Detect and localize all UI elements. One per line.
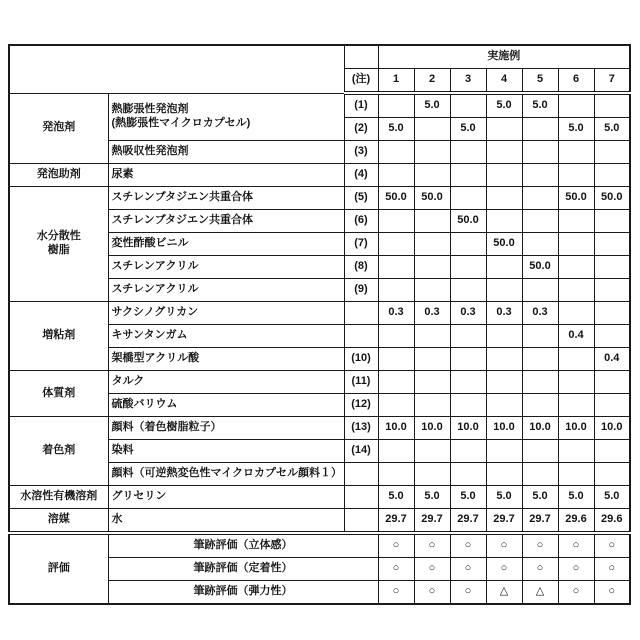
- value-cell: 29.7: [486, 509, 522, 534]
- item-cell: 水: [108, 509, 344, 534]
- value-cell: [378, 394, 414, 417]
- note-cell: (12): [344, 394, 378, 417]
- item-cell: 尿素: [108, 164, 344, 187]
- value-cell: 50.0: [378, 187, 414, 210]
- value-cell: 5.0: [378, 486, 414, 509]
- note-cell: [344, 486, 378, 509]
- value-cell: 0.3: [378, 302, 414, 325]
- value-cell: 10.0: [522, 417, 558, 440]
- item-cell: サクシノグリカン: [108, 302, 344, 325]
- value-cell: [522, 141, 558, 164]
- value-cell: [594, 463, 630, 486]
- item-cell: キサンタンガム: [108, 325, 344, 348]
- value-cell: 50.0: [450, 210, 486, 233]
- value-cell: 29.7: [450, 509, 486, 534]
- value-cell: 5.0: [558, 118, 594, 141]
- value-cell: [450, 141, 486, 164]
- value-cell: [414, 394, 450, 417]
- value-cell: [414, 348, 450, 371]
- value-cell: 10.0: [558, 417, 594, 440]
- value-cell: [522, 210, 558, 233]
- note-cell: (1): [344, 93, 378, 118]
- value-cell: [486, 371, 522, 394]
- value-cell: [378, 93, 414, 118]
- evaluation-result-cell: ○: [378, 558, 414, 581]
- note-cell: (6): [344, 210, 378, 233]
- value-cell: [522, 325, 558, 348]
- value-cell: [378, 463, 414, 486]
- example-number-2: 2: [414, 69, 450, 94]
- example-number-4: 4: [486, 69, 522, 94]
- value-cell: [486, 141, 522, 164]
- value-cell: [414, 279, 450, 302]
- note-cell: [344, 509, 378, 534]
- value-cell: [486, 279, 522, 302]
- value-cell: [450, 463, 486, 486]
- value-cell: 50.0: [558, 187, 594, 210]
- category-cell: 発泡剤: [9, 93, 108, 164]
- value-cell: [486, 164, 522, 187]
- value-cell: [378, 256, 414, 279]
- evaluation-result-cell: ○: [594, 581, 630, 605]
- category-cell: 水分散性 樹脂: [9, 187, 108, 302]
- value-cell: [594, 440, 630, 463]
- value-cell: [450, 93, 486, 118]
- evaluation-result-cell: ○: [594, 533, 630, 558]
- category-cell: 着色剤: [9, 417, 108, 486]
- value-cell: 29.7: [522, 509, 558, 534]
- table-row: [9, 164, 630, 187]
- value-cell: [414, 118, 450, 141]
- evaluation-label-cell: 筆跡評価（立体感）: [108, 533, 378, 558]
- value-cell: [594, 279, 630, 302]
- value-cell: [522, 233, 558, 256]
- value-cell: [450, 371, 486, 394]
- value-cell: 10.0: [486, 417, 522, 440]
- example-number-1: 1: [378, 69, 414, 94]
- evaluation-result-cell: ○: [450, 533, 486, 558]
- value-cell: [558, 233, 594, 256]
- value-cell: [522, 463, 558, 486]
- note-cell: (3): [344, 141, 378, 164]
- note-cell: [344, 463, 378, 486]
- value-cell: [558, 463, 594, 486]
- value-cell: [414, 164, 450, 187]
- value-cell: [558, 164, 594, 187]
- value-cell: [378, 210, 414, 233]
- value-cell: [558, 302, 594, 325]
- value-cell: [486, 440, 522, 463]
- value-cell: [594, 302, 630, 325]
- category-cell: 評価: [9, 533, 108, 604]
- evaluation-result-cell: ○: [450, 581, 486, 605]
- value-cell: [378, 141, 414, 164]
- value-cell: [378, 233, 414, 256]
- value-cell: 0.3: [522, 302, 558, 325]
- item-cell: 顔料（可逆熱変色性マイクロカプセル顔料１）: [108, 463, 344, 486]
- value-cell: [486, 463, 522, 486]
- value-cell: 5.0: [450, 118, 486, 141]
- value-cell: 50.0: [522, 256, 558, 279]
- item-cell: 染料: [108, 440, 344, 463]
- value-cell: [486, 118, 522, 141]
- evaluation-result-cell: ○: [522, 533, 558, 558]
- value-cell: [522, 164, 558, 187]
- value-cell: 5.0: [450, 486, 486, 509]
- value-cell: [450, 440, 486, 463]
- value-cell: [522, 440, 558, 463]
- value-cell: [414, 210, 450, 233]
- value-cell: [378, 279, 414, 302]
- note-header-spacer: [344, 45, 378, 69]
- value-cell: [522, 187, 558, 210]
- value-cell: 10.0: [594, 417, 630, 440]
- value-cell: 0.3: [450, 302, 486, 325]
- category-cell: 溶媒: [9, 509, 108, 534]
- value-cell: [486, 394, 522, 417]
- value-cell: [522, 279, 558, 302]
- evaluation-label-cell: 筆跡評価（弾力性）: [108, 581, 378, 605]
- evaluation-result-cell: ○: [558, 558, 594, 581]
- value-cell: [486, 348, 522, 371]
- item-cell: スチレンアクリル: [108, 256, 344, 279]
- header-row-examples: [9, 45, 630, 69]
- category-cell: 体質剤: [9, 371, 108, 417]
- category-cell: 増粘剤: [9, 302, 108, 371]
- evaluation-result-cell: ○: [450, 558, 486, 581]
- value-cell: [486, 325, 522, 348]
- value-cell: [594, 371, 630, 394]
- value-cell: 5.0: [378, 118, 414, 141]
- value-cell: [558, 141, 594, 164]
- evaluation-result-cell: △: [486, 581, 522, 605]
- value-cell: 0.3: [414, 302, 450, 325]
- table-row: [9, 417, 630, 440]
- value-cell: [558, 93, 594, 118]
- value-cell: [414, 233, 450, 256]
- value-cell: 5.0: [522, 93, 558, 118]
- evaluation-result-cell: ○: [414, 533, 450, 558]
- note-cell: [344, 325, 378, 348]
- table-row: [9, 371, 630, 394]
- note-cell: (4): [344, 164, 378, 187]
- value-cell: 50.0: [594, 187, 630, 210]
- value-cell: [594, 93, 630, 118]
- value-cell: [594, 141, 630, 164]
- table-row: [9, 486, 630, 509]
- value-cell: 29.7: [378, 509, 414, 534]
- corner-cell: [9, 45, 344, 93]
- value-cell: 10.0: [414, 417, 450, 440]
- evaluation-result-cell: ○: [414, 558, 450, 581]
- value-cell: [378, 164, 414, 187]
- value-cell: [522, 394, 558, 417]
- note-cell: [344, 302, 378, 325]
- value-cell: [558, 348, 594, 371]
- evaluation-result-cell: ○: [486, 558, 522, 581]
- example-number-7: 7: [594, 69, 630, 94]
- evaluation-result-cell: ○: [378, 533, 414, 558]
- value-cell: [414, 371, 450, 394]
- table-row: [9, 509, 630, 534]
- value-cell: 5.0: [486, 486, 522, 509]
- table-row: [9, 302, 630, 325]
- value-cell: [558, 210, 594, 233]
- note-cell: (2): [344, 118, 378, 141]
- value-cell: [450, 256, 486, 279]
- item-cell: スチレンアクリル: [108, 279, 344, 302]
- item-cell: 硫酸バリウム: [108, 394, 344, 417]
- value-cell: 29.6: [558, 509, 594, 534]
- value-cell: 10.0: [378, 417, 414, 440]
- value-cell: 5.0: [558, 486, 594, 509]
- item-cell: スチレンブタジエン共重合体: [108, 210, 344, 233]
- value-cell: [486, 187, 522, 210]
- example-number-3: 3: [450, 69, 486, 94]
- value-cell: [414, 256, 450, 279]
- value-cell: [450, 233, 486, 256]
- value-cell: [450, 348, 486, 371]
- value-cell: [522, 118, 558, 141]
- item-cell: 熱膨張性発泡剤 (熱膨張性マイクロカプセル): [108, 93, 344, 141]
- item-cell: 顔料（着色樹脂粒子）: [108, 417, 344, 440]
- value-cell: [450, 325, 486, 348]
- composition-table: [8, 44, 631, 605]
- value-cell: 29.7: [414, 509, 450, 534]
- note-cell: (13): [344, 417, 378, 440]
- value-cell: [558, 279, 594, 302]
- value-cell: [378, 348, 414, 371]
- evaluation-result-cell: ○: [522, 558, 558, 581]
- example-number-6: 6: [558, 69, 594, 94]
- value-cell: [486, 210, 522, 233]
- value-cell: [594, 164, 630, 187]
- value-cell: 0.3: [486, 302, 522, 325]
- note-header: (注): [344, 69, 378, 94]
- value-cell: [594, 233, 630, 256]
- value-cell: [594, 325, 630, 348]
- value-cell: [450, 187, 486, 210]
- value-cell: [558, 371, 594, 394]
- value-cell: [558, 256, 594, 279]
- value-cell: [558, 440, 594, 463]
- item-cell: スチレンブタジエン共重合体: [108, 187, 344, 210]
- value-cell: [450, 164, 486, 187]
- value-cell: 0.4: [594, 348, 630, 371]
- evaluation-result-cell: ○: [486, 533, 522, 558]
- evaluation-result-cell: ○: [558, 533, 594, 558]
- note-cell: (11): [344, 371, 378, 394]
- evaluation-result-cell: ○: [414, 581, 450, 605]
- value-cell: 29.6: [594, 509, 630, 534]
- evaluation-result-cell: ○: [594, 558, 630, 581]
- note-cell: (14): [344, 440, 378, 463]
- category-cell: 水溶性有機溶剤: [9, 486, 108, 509]
- note-cell: (7): [344, 233, 378, 256]
- value-cell: 50.0: [486, 233, 522, 256]
- value-cell: 5.0: [522, 486, 558, 509]
- value-cell: 10.0: [450, 417, 486, 440]
- value-cell: 5.0: [486, 93, 522, 118]
- value-cell: [378, 325, 414, 348]
- examples-header: 実施例: [378, 45, 630, 69]
- note-cell: (5): [344, 187, 378, 210]
- value-cell: [378, 440, 414, 463]
- value-cell: 0.4: [558, 325, 594, 348]
- value-cell: [522, 371, 558, 394]
- value-cell: 50.0: [414, 187, 450, 210]
- value-cell: [594, 394, 630, 417]
- note-cell: (8): [344, 256, 378, 279]
- value-cell: [594, 210, 630, 233]
- value-cell: [486, 256, 522, 279]
- value-cell: 5.0: [414, 486, 450, 509]
- category-cell: 発泡助剤: [9, 164, 108, 187]
- value-cell: [414, 463, 450, 486]
- value-cell: [522, 348, 558, 371]
- example-number-5: 5: [522, 69, 558, 94]
- value-cell: 5.0: [594, 486, 630, 509]
- value-cell: [558, 394, 594, 417]
- item-cell: グリセリン: [108, 486, 344, 509]
- evaluation-row: [9, 533, 630, 558]
- value-cell: [414, 325, 450, 348]
- evaluation-result-cell: ○: [378, 581, 414, 605]
- value-cell: [450, 279, 486, 302]
- note-cell: (10): [344, 348, 378, 371]
- evaluation-label-cell: 筆跡評価（定着性）: [108, 558, 378, 581]
- table-row: [9, 93, 630, 118]
- item-cell: 熱吸収性発泡剤: [108, 141, 344, 164]
- value-cell: 5.0: [414, 93, 450, 118]
- item-cell: 変性酢酸ビニル: [108, 233, 344, 256]
- value-cell: [414, 141, 450, 164]
- table-row: [9, 187, 630, 210]
- value-cell: [378, 371, 414, 394]
- evaluation-result-cell: △: [522, 581, 558, 605]
- value-cell: [414, 440, 450, 463]
- item-cell: タルク: [108, 371, 344, 394]
- note-cell: (9): [344, 279, 378, 302]
- evaluation-result-cell: ○: [558, 581, 594, 605]
- value-cell: 5.0: [594, 118, 630, 141]
- value-cell: [594, 256, 630, 279]
- item-cell: 架橋型アクリル酸: [108, 348, 344, 371]
- value-cell: [450, 394, 486, 417]
